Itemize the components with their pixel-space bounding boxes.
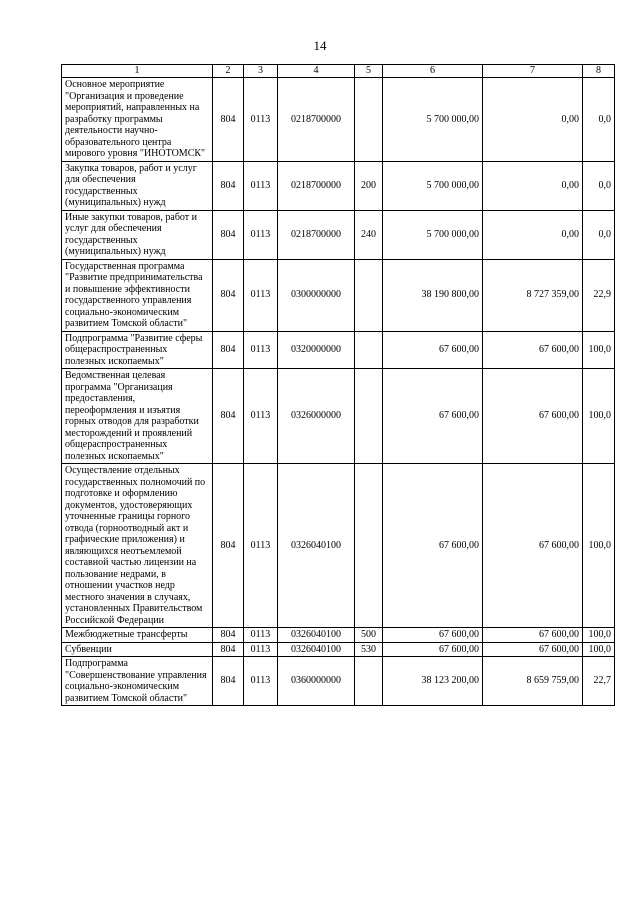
- target-article-code: 0218700000: [278, 210, 355, 259]
- column-number: 8: [583, 65, 615, 78]
- executed-amount: 8 659 759,00: [483, 657, 583, 706]
- executed-amount: 67 600,00: [483, 464, 583, 628]
- executed-amount: 67 600,00: [483, 369, 583, 464]
- executed-amount: 0,00: [483, 161, 583, 210]
- expense-type-code: [355, 331, 383, 369]
- ministry-code: 804: [213, 78, 244, 162]
- budget-table: [61, 64, 615, 706]
- expense-type-code: 200: [355, 161, 383, 210]
- row-name: Государственная программа "Развитие предпринимательства и повышение эффективности государственного управления социально-экономическим развитием Томской области": [62, 259, 213, 331]
- column-number: 4: [278, 65, 355, 78]
- table-row: [62, 464, 615, 628]
- section-code: 0113: [244, 78, 278, 162]
- expense-type-code: [355, 657, 383, 706]
- planned-amount: 38 190 800,00: [383, 259, 483, 331]
- planned-amount: 38 123 200,00: [383, 657, 483, 706]
- section-code: 0113: [244, 464, 278, 628]
- target-article-code: 0320000000: [278, 331, 355, 369]
- ministry-code: 804: [213, 628, 244, 643]
- row-name: Подпрограмма "Совершенствование управления социально-экономическим развитием Томской области": [62, 657, 213, 706]
- column-number: 5: [355, 65, 383, 78]
- section-code: 0113: [244, 331, 278, 369]
- planned-amount: 5 700 000,00: [383, 210, 483, 259]
- planned-amount: 67 600,00: [383, 628, 483, 643]
- row-name: Субвенции: [62, 642, 213, 657]
- execution-percent: 0,0: [583, 78, 615, 162]
- row-name: Ведомственная целевая программа "Организация предоставления, переоформления и изъятия горных отводов для разработки месторождений и проявлений общераспространенных полезных ископаемых": [62, 369, 213, 464]
- expense-type-code: [355, 464, 383, 628]
- ministry-code: 804: [213, 642, 244, 657]
- table-row: [62, 657, 615, 706]
- column-number-row: [62, 65, 615, 78]
- table-row: [62, 369, 615, 464]
- expense-type-code: 530: [355, 642, 383, 657]
- row-name: Осуществление отдельных государственных полномочий по подготовке и оформлению документов, удостоверяющих уточненные границы горного отвода (горноотводный акт и графические приложения) и являющихся неотъемлемой составной частью лицензии на пользование недрами, в отношении участков недр местного значения в случаях, установленных Правительством Российской Федерации: [62, 464, 213, 628]
- execution-percent: 100,0: [583, 464, 615, 628]
- ministry-code: 804: [213, 657, 244, 706]
- ministry-code: 804: [213, 210, 244, 259]
- table-row: [62, 628, 615, 643]
- row-name: Подпрограмма "Развитие сферы общераспространенных полезных ископаемых": [62, 331, 213, 369]
- ministry-code: 804: [213, 464, 244, 628]
- expense-type-code: 500: [355, 628, 383, 643]
- execution-percent: 22,9: [583, 259, 615, 331]
- table-row: [62, 259, 615, 331]
- execution-percent: 100,0: [583, 628, 615, 643]
- page-number: 14: [313, 38, 327, 53]
- target-article-code: 0360000000: [278, 657, 355, 706]
- expense-type-code: 240: [355, 210, 383, 259]
- target-article-code: 0326000000: [278, 369, 355, 464]
- planned-amount: 67 600,00: [383, 331, 483, 369]
- execution-percent: 100,0: [583, 369, 615, 464]
- section-code: 0113: [244, 657, 278, 706]
- target-article-code: 0300000000: [278, 259, 355, 331]
- table-row: [62, 210, 615, 259]
- row-name: Межбюджетные трансферты: [62, 628, 213, 643]
- ministry-code: 804: [213, 161, 244, 210]
- expense-type-code: [355, 369, 383, 464]
- target-article-code: 0326040100: [278, 642, 355, 657]
- row-name: Основное мероприятие "Организация и проведение мероприятий, направленных на разработку программы деятельности научно-образовательного центра мирового уровня "ИНОТОМСК": [62, 78, 213, 162]
- column-number: 7: [483, 65, 583, 78]
- table-row: [62, 78, 615, 162]
- execution-percent: 22,7: [583, 657, 615, 706]
- execution-percent: 100,0: [583, 642, 615, 657]
- expense-type-code: [355, 259, 383, 331]
- section-code: 0113: [244, 369, 278, 464]
- executed-amount: 67 600,00: [483, 331, 583, 369]
- executed-amount: 8 727 359,00: [483, 259, 583, 331]
- column-number: 2: [213, 65, 244, 78]
- row-name: Иные закупки товаров, работ и услуг для обеспечения государственных (муниципальных) нужд: [62, 210, 213, 259]
- table-row: [62, 161, 615, 210]
- section-code: 0113: [244, 642, 278, 657]
- section-code: 0113: [244, 628, 278, 643]
- execution-percent: 0,0: [583, 161, 615, 210]
- executed-amount: 67 600,00: [483, 642, 583, 657]
- row-name: Закупка товаров, работ и услуг для обеспечения государственных (муниципальных) нужд: [62, 161, 213, 210]
- planned-amount: 5 700 000,00: [383, 161, 483, 210]
- ministry-code: 804: [213, 331, 244, 369]
- column-number: 1: [62, 65, 213, 78]
- ministry-code: 804: [213, 259, 244, 331]
- execution-percent: 0,0: [583, 210, 615, 259]
- expense-type-code: [355, 78, 383, 162]
- target-article-code: 0326040100: [278, 628, 355, 643]
- table-row: [62, 642, 615, 657]
- planned-amount: 67 600,00: [383, 369, 483, 464]
- section-code: 0113: [244, 259, 278, 331]
- section-code: 0113: [244, 210, 278, 259]
- ministry-code: 804: [213, 369, 244, 464]
- executed-amount: 0,00: [483, 210, 583, 259]
- column-number: 3: [244, 65, 278, 78]
- executed-amount: 67 600,00: [483, 628, 583, 643]
- planned-amount: 67 600,00: [383, 642, 483, 657]
- table-row: [62, 331, 615, 369]
- planned-amount: 5 700 000,00: [383, 78, 483, 162]
- column-number: 6: [383, 65, 483, 78]
- section-code: 0113: [244, 161, 278, 210]
- target-article-code: 0218700000: [278, 78, 355, 162]
- execution-percent: 100,0: [583, 331, 615, 369]
- target-article-code: 0326040100: [278, 464, 355, 628]
- planned-amount: 67 600,00: [383, 464, 483, 628]
- target-article-code: 0218700000: [278, 161, 355, 210]
- executed-amount: 0,00: [483, 78, 583, 162]
